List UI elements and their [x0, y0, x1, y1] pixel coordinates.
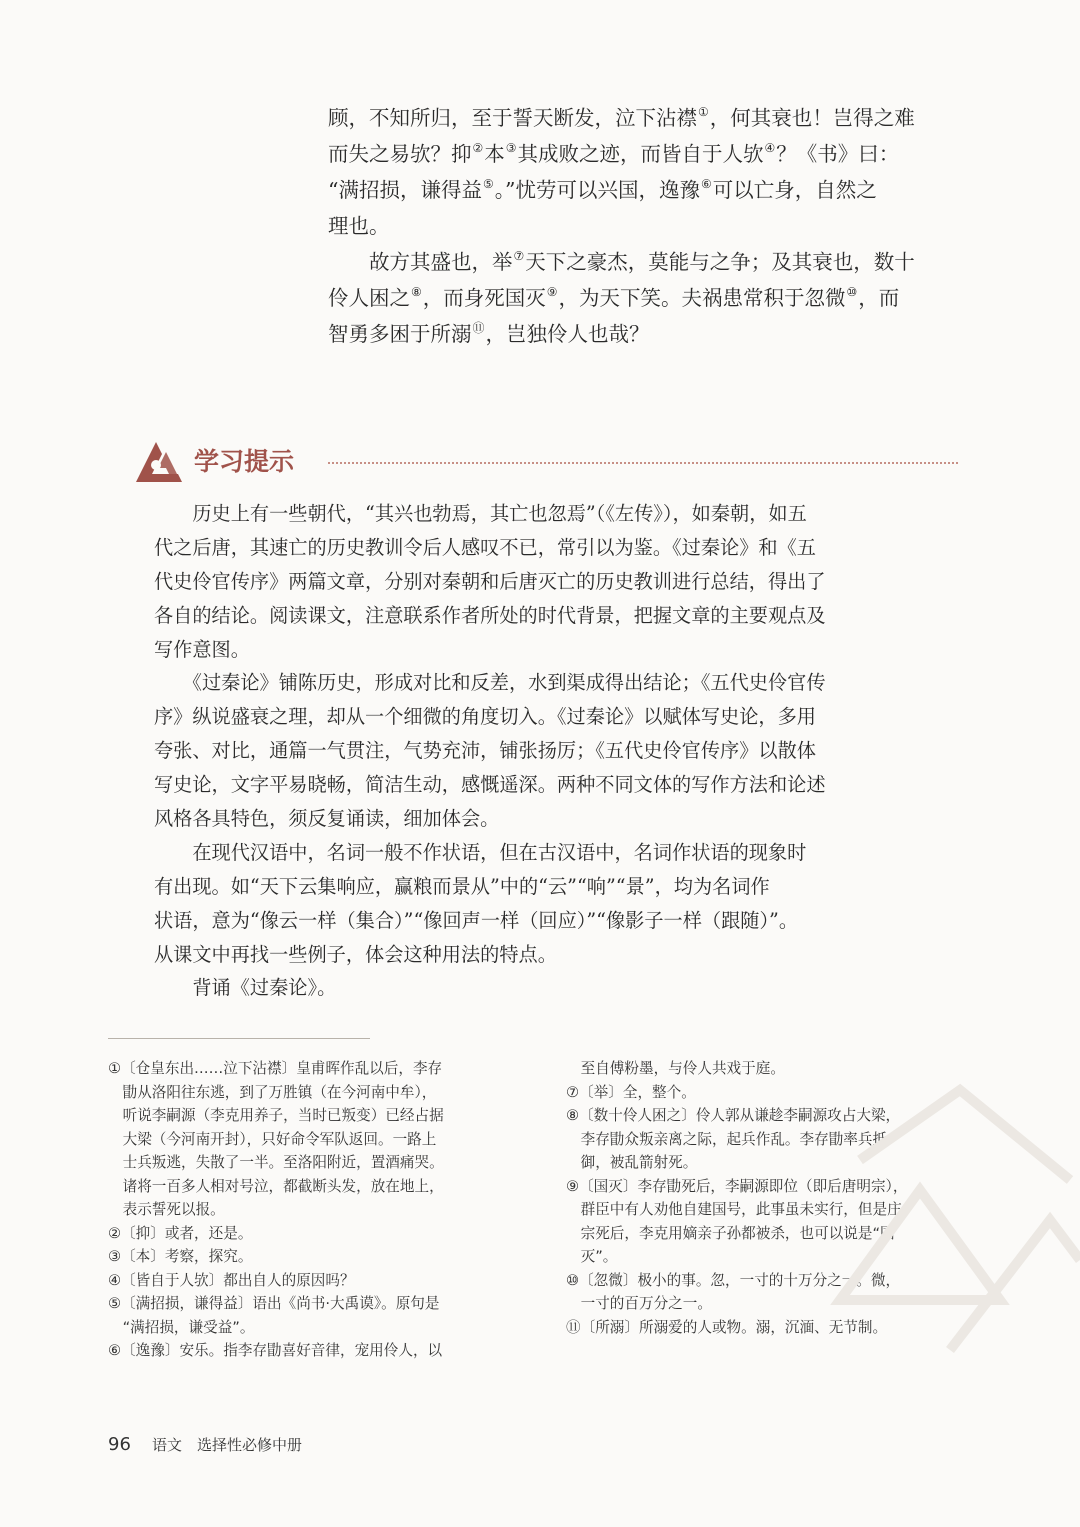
footnote-line: ①〔仓皇东出……泣下沾襟〕皇甫晖作乱以后，李存: [108, 1060, 443, 1077]
footnote-marker: ③: [505, 141, 517, 155]
footnote-marker: ⑦: [513, 249, 525, 263]
footnote-line: “满招损，谦受益”。: [108, 1318, 255, 1336]
watermark-logo-icon: [800, 1050, 1080, 1380]
footnote-line: ⑦〔举〕全，整个。: [566, 1083, 696, 1101]
page-footer: [108, 1434, 302, 1455]
footnote-line: ②〔抑〕或者，还是。: [108, 1224, 253, 1242]
footnote-line: ③〔本〕考察，探究。: [108, 1248, 253, 1265]
tips-line: 写史论，文字平易晓畅，简洁生动，感慨遥深。两种不同文体的写作方法和论述: [154, 773, 826, 797]
footnote-marker: ⑨: [546, 285, 558, 299]
footnote-line: 至自傅粉墨，与伶人共戏于庭。: [566, 1060, 785, 1077]
tips-line: 在现代汉语中，名词一般不作状语，但在古汉语中，名词作状语的现象时: [154, 840, 807, 864]
footnote-line: 诸将一百多人相对号泣，都截断头发，放在地上，: [108, 1177, 444, 1195]
footnotes-left-column: [108, 1057, 518, 1363]
text-line: “满招损，谦得益⑤。”忧劳可以兴国，逸豫⑥可以亡身，自然之: [328, 177, 877, 202]
text-line: 智勇多困于所溺⑪，岂独伶人也哉？: [328, 321, 650, 346]
dotted-rule: [328, 462, 958, 464]
footnote-line: 宗死后，李克用嫡亲子孙都被杀，也可以说是“国: [566, 1224, 895, 1242]
text-line: 理也。: [328, 214, 390, 238]
footnote-line: 灭”。: [566, 1248, 618, 1265]
footnote-marker: ⑧: [411, 285, 422, 299]
page-number: 96: [108, 1434, 131, 1455]
tips-line: 代之后唐，其速亡的历史教训令后人感叹不已，常引以为鉴。《过秦论》和《五: [154, 535, 816, 559]
footnote-line: 一寸的百万分之一。: [566, 1295, 712, 1312]
footnote-line: ⑧〔数十伶人困之〕伶人郭从谦趁李嗣源攻占大梁，: [566, 1107, 901, 1124]
tips-line: 有出现。如“天下云集响应，赢粮而景从”中的“云”“响”“景”，均为名词作: [154, 874, 770, 898]
main-text: [328, 100, 968, 352]
footnote-line: 李存勖众叛亲离之际，起兵作乱。李存勖率兵抵: [566, 1130, 888, 1148]
footnote-line: ⑨〔国灭〕李存勖死后，李嗣源即位（即后唐明宗），: [566, 1177, 908, 1195]
footnote-line: ⑪〔所溺〕所溺爱的人或物。溺，沉湎、无节制。: [566, 1318, 888, 1336]
footnote-marker: ②: [472, 141, 484, 155]
footnote-line: 听说李嗣源（李克用养子，当时已叛变）已经占据: [108, 1107, 444, 1124]
tips-line: 风格各具特色，须反复诵读，细加体会。: [154, 807, 500, 831]
footnote-line: 御，被乱箭射死。: [566, 1154, 698, 1171]
footnote-line: 群臣中有人劝他自建国号，此事虽未实行，但是庄: [566, 1201, 902, 1218]
footnote-marker: ④: [764, 141, 776, 155]
footnote-marker: ⑪: [472, 321, 485, 335]
tips-line: 各自的结论。阅读课文，注意联系作者所处的时代背景，把握文章的主要观点及: [154, 603, 826, 627]
footnote-marker: ⑥: [700, 177, 712, 191]
text-line: 伶人困之⑧，而身死国灭⑨，为天下笑。夫祸患常积于忽微⑩，而: [328, 285, 900, 310]
book-title: 语文 选择性必修中册: [152, 1436, 303, 1454]
tips-text: [154, 497, 924, 1005]
text-line: 顾，不知所归，至于誓天断发，泣下沾襟①，何其衰也！岂得之难: [328, 105, 915, 130]
footnote-divider: [108, 1038, 370, 1039]
footnote-marker: ①: [698, 105, 709, 119]
footnote-line: 表示誓死以报。: [108, 1201, 225, 1218]
tips-line: 序》纵说盛衰之理，却从一个细微的角度切入。《过秦论》以赋体写史论，多用: [154, 705, 816, 729]
footnote-line: 勖从洛阳往东逃，到了万胜镇（在今河南中牟），: [108, 1083, 437, 1101]
study-tips-logo-icon: [132, 438, 184, 486]
footnote-line: 士兵叛逃，失散了一半。至洛阳附近，置酒痛哭。: [108, 1154, 444, 1171]
footnote-marker: ⑩: [846, 285, 858, 299]
footnote-line: ⑩〔忽微〕极小的事。忽，一寸的十万分之一。微，: [566, 1271, 901, 1289]
tips-line: 夸张、对比，通篇一气贯注，气势充沛，铺张扬厉；《五代史伶官传序》以散体: [154, 739, 816, 763]
tips-line: 代史伶官传序》两篇文章，分别对秦朝和后唐灭亡的历史教训进行总结，得出了: [154, 569, 826, 593]
tips-line: 背诵《过秦论》。: [154, 976, 337, 1000]
footnote-marker: ⑤: [482, 177, 494, 191]
tips-header: [132, 438, 962, 488]
footnote-line: ④〔皆自于人欤〕都出自人的原因吗？: [108, 1271, 355, 1289]
text-line: 故方其盛也，举⑦天下之豪杰，莫能与之争；及其衰也，数十: [328, 249, 915, 274]
footnote-line: ⑥〔逸豫〕安乐。指李存勖喜好音律，宠用伶人，以: [108, 1342, 443, 1359]
footnote-line: ⑤〔满招损，谦得益〕语出《尚书·大禹谟》。原句是: [108, 1295, 440, 1312]
tips-title: 学习提示: [194, 447, 295, 476]
footnote-line: 大梁（今河南开封），只好命令军队返回。一路上: [108, 1130, 437, 1148]
tips-line: 《过秦论》铺陈历史，形成对比和反差，水到渠成得出结论；《五代史伶官传: [154, 671, 826, 695]
tips-line: 历史上有一些朝代，“其兴也勃焉，其亡也忽焉”（《左传》），如秦朝，如五: [154, 502, 807, 525]
text-line: 而失之易欤？抑②本③其成败之迹，而皆自于人欤④？《书》曰：: [328, 141, 900, 166]
tips-line: 状语，意为“像云一样（集合）”“像回声一样（回应）”“像影子一样（跟随）”。: [154, 908, 799, 932]
tips-line: 写作意图。: [154, 637, 250, 661]
tips-line: 从课文中再找一些例子，体会这种用法的特点。: [154, 942, 557, 966]
